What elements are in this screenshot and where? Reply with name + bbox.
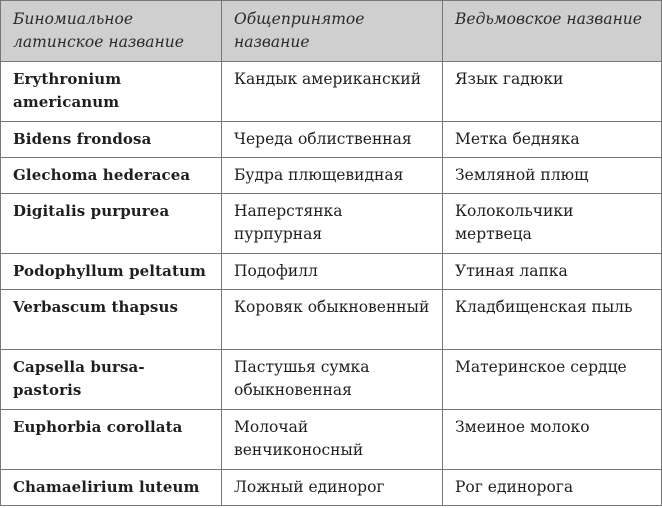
common-name-cell: Коровяк обыкновенный <box>222 290 443 350</box>
witch-name-cell: Метка бедняка <box>443 122 662 158</box>
table-row <box>1 194 662 254</box>
header-witch-name: Ведьмовское название <box>443 1 662 62</box>
latin-name-cell: Bidens frondosa <box>1 122 222 158</box>
latin-name-cell: Capsella bursa-pastoris <box>1 350 222 410</box>
latin-name-cell: Glechoma hederacea <box>1 158 222 194</box>
witch-name-cell: Язык гадюки <box>443 62 662 122</box>
common-name-cell: Череда облиственная <box>222 122 443 158</box>
table-row <box>1 62 662 122</box>
common-name-cell: Кандык американский <box>222 62 443 122</box>
latin-name-cell: Podophyllum peltatum <box>1 254 222 290</box>
witch-name-cell: Змеиное молоко <box>443 410 662 470</box>
latin-name-cell: Digitalis purpurea <box>1 194 222 254</box>
witch-name-cell: Материнское сердце <box>443 350 662 410</box>
table-header-row <box>1 1 662 62</box>
witch-name-cell: Кладбищенская пыль <box>443 290 662 350</box>
common-name-cell: Подофилл <box>222 254 443 290</box>
table-row <box>1 158 662 194</box>
table-row <box>1 410 662 470</box>
header-latin-name: Биномиальное латинское название <box>1 1 222 62</box>
table-row <box>1 290 662 350</box>
common-name-cell: Пастушья сумка обыкновенная <box>222 350 443 410</box>
table-row <box>1 122 662 158</box>
witch-name-cell: Колокольчики мертвеца <box>443 194 662 254</box>
latin-name-cell: Erythronium americanum <box>1 62 222 122</box>
common-name-cell: Будра плющевидная <box>222 158 443 194</box>
latin-name-cell: Euphorbia corollata <box>1 410 222 470</box>
header-common-name: Общепринятое название <box>222 1 443 62</box>
common-name-cell: Наперстянка пурпурная <box>222 194 443 254</box>
latin-name-cell: Chamaelirium luteum <box>1 470 222 506</box>
common-name-cell: Ложный единорог <box>222 470 443 506</box>
table-row <box>1 470 662 506</box>
witch-name-cell: Земляной плющ <box>443 158 662 194</box>
table-row <box>1 350 662 410</box>
common-name-cell: Молочай венчиконосный <box>222 410 443 470</box>
table-row <box>1 254 662 290</box>
latin-name-cell: Verbascum thapsus <box>1 290 222 350</box>
witch-name-cell: Утиная лапка <box>443 254 662 290</box>
witch-name-cell: Рог единорога <box>443 470 662 506</box>
